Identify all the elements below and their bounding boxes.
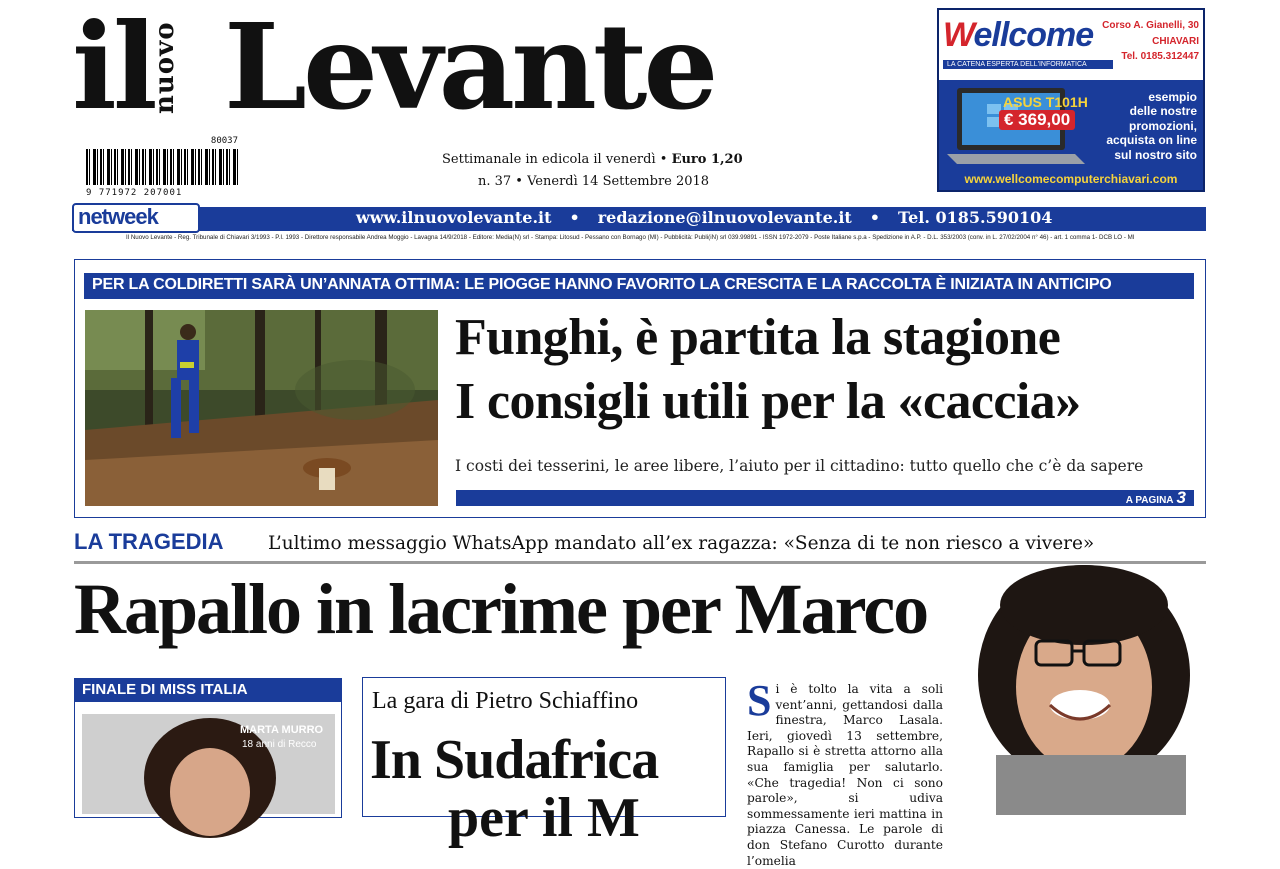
page-reference[interactable]: [1126, 489, 1186, 510]
masthead-nuovo: nuovo: [150, 21, 180, 114]
sudafrica-kicker: La gara di Pietro Schiaffino: [372, 688, 639, 714]
mushroom-hunter-photo: [85, 310, 438, 506]
ad-promo-line: promozioni,: [1129, 118, 1197, 133]
price-text: Euro 1,20: [671, 152, 743, 167]
barcode-bars: [86, 149, 238, 185]
separator: •: [869, 208, 881, 227]
ad-brand-rest: ellcome: [973, 16, 1094, 54]
miss-italia-label: FINALE DI MISS ITALIA: [74, 678, 342, 702]
netweek-logo: netweek: [72, 203, 200, 233]
masthead-il: il: [72, 0, 154, 136]
barcode-addon: 80037: [210, 136, 238, 146]
page-ref-bar: [456, 490, 1194, 506]
miss-name: MARTA MURRO: [240, 724, 324, 736]
sudafrica-title-continued: per il M: [448, 787, 640, 849]
phone-number: Tel. 0185.590104: [898, 208, 1053, 227]
ad-address-phone: Tel. 0185.312447: [1121, 51, 1199, 62]
separator: •: [569, 208, 580, 227]
miss-age: 18 anni di Recco: [242, 739, 317, 750]
issue-number-date: n. 37 • Venerdì 14 Settembre 2018: [478, 174, 710, 189]
funghi-subtitle: I costi dei tesserini, le aree libere, l’aiuto per il cittadino: tutto quello che c’è da sapere: [455, 457, 1144, 475]
ad-price: € 369,00: [999, 110, 1075, 130]
barcode-number: 9 771972 207001: [86, 188, 183, 198]
page-ref-number: 3: [1176, 488, 1186, 507]
website-link[interactable]: www.ilnuovolevante.it: [356, 208, 552, 227]
funghi-headline-line1: Funghi, è partita la stagione: [455, 309, 1061, 366]
legal-notice: Il Nuovo Levante - Reg. Tribunale di Chiavari 3/1993 - P.I. 1993 - Direttore responsabile Andrea Moggio - Lavagna 14/9/2018 - Editore: Media(N) srl - Stampa: Litosud - Pessano con Bornago (MI) - Pubblicità: Publi(iN) srl 039.99891 - ISSN 1972-2079 - Poste Italiane s.p.a - Spedizione in A.P. - D.L. 353/2003 (conv. in L. 27/02/2004 n° 46) - art. 1 comma 1- DCB LO - MI: [126, 234, 1135, 241]
article-text: i è tolto la vita a soli vent’anni, gettandosi dalla finestra, Marco Lasala. Ieri, giovedì 13 settembre, Rapallo si è stretta attorno alla sua famiglia per salutarlo. «Che tragedia! Non ci sono parole», si udiva sommessamente ieri mattina in piazza Canessa. Le parole di don Stefano Curotto durante l’omelia: [747, 682, 943, 868]
ad-promo-line: esempio: [1148, 90, 1197, 104]
ad-brand: [943, 16, 1093, 55]
page-ref-label: A PAGINA: [1125, 495, 1174, 506]
tragedia-article-body: [747, 676, 943, 869]
divider: [74, 561, 1206, 564]
dropcap: S: [747, 676, 772, 725]
ad-promo-line: sul nostro sito: [1114, 147, 1197, 162]
section-label-tragedia: LA TRAGEDIA: [74, 529, 224, 554]
tragedia-kicker: L’ultimo messaggio WhatsApp mandato all’ex ragazza: «Senza di te non riesco a vivere»: [268, 533, 1095, 554]
funghi-headline-line2: I consigli utili per la «caccia»: [455, 373, 1081, 430]
email-link[interactable]: redazione@ilnuovolevante.it: [597, 208, 852, 227]
ad-tagline: LA CATENA ESPERTA DELL'INFORMATICA: [943, 60, 1113, 69]
main-headline[interactable]: Rapallo in lacrime per Marco: [74, 569, 928, 649]
ad-url-link[interactable]: www.wellcomecomputerchiavari.com: [964, 172, 1178, 186]
contact-info: [356, 208, 1052, 227]
funghi-kicker: PER LA COLDIRETTI SARÀ UN’ANNATA OTTIMA: LE PIOGGE HANNO FAVORITO LA CRESCITA E LA RACCOLTA È INIZIATA IN ANTICIPO: [92, 276, 1112, 293]
funghi-headline: [455, 306, 1080, 434]
ad-address-street: Corso A. Gianelli, 30: [1102, 20, 1199, 31]
issue-frequency: Settimanale in edicola il venerdì • Euro 1,20: [442, 152, 743, 167]
wellcome-ad[interactable]: [937, 8, 1205, 192]
masthead-levante: Levante: [224, 0, 715, 136]
ad-brand-w: W: [943, 16, 974, 54]
barcode: [86, 136, 238, 198]
ad-model: ASUS T101H: [1003, 94, 1088, 110]
ad-promo: [1106, 90, 1197, 162]
ad-promo-line: delle nostre: [1129, 104, 1197, 119]
ad-address-city: CHIAVARI: [1152, 35, 1199, 47]
ad-promo-line: acquista on line: [1106, 133, 1197, 148]
marco-portrait-photo: [966, 565, 1214, 811]
sudafrica-title: In Sudafrica: [370, 729, 659, 791]
frequency-text: Settimanale in edicola il venerdì: [442, 152, 656, 167]
ad-address: [1102, 18, 1199, 65]
